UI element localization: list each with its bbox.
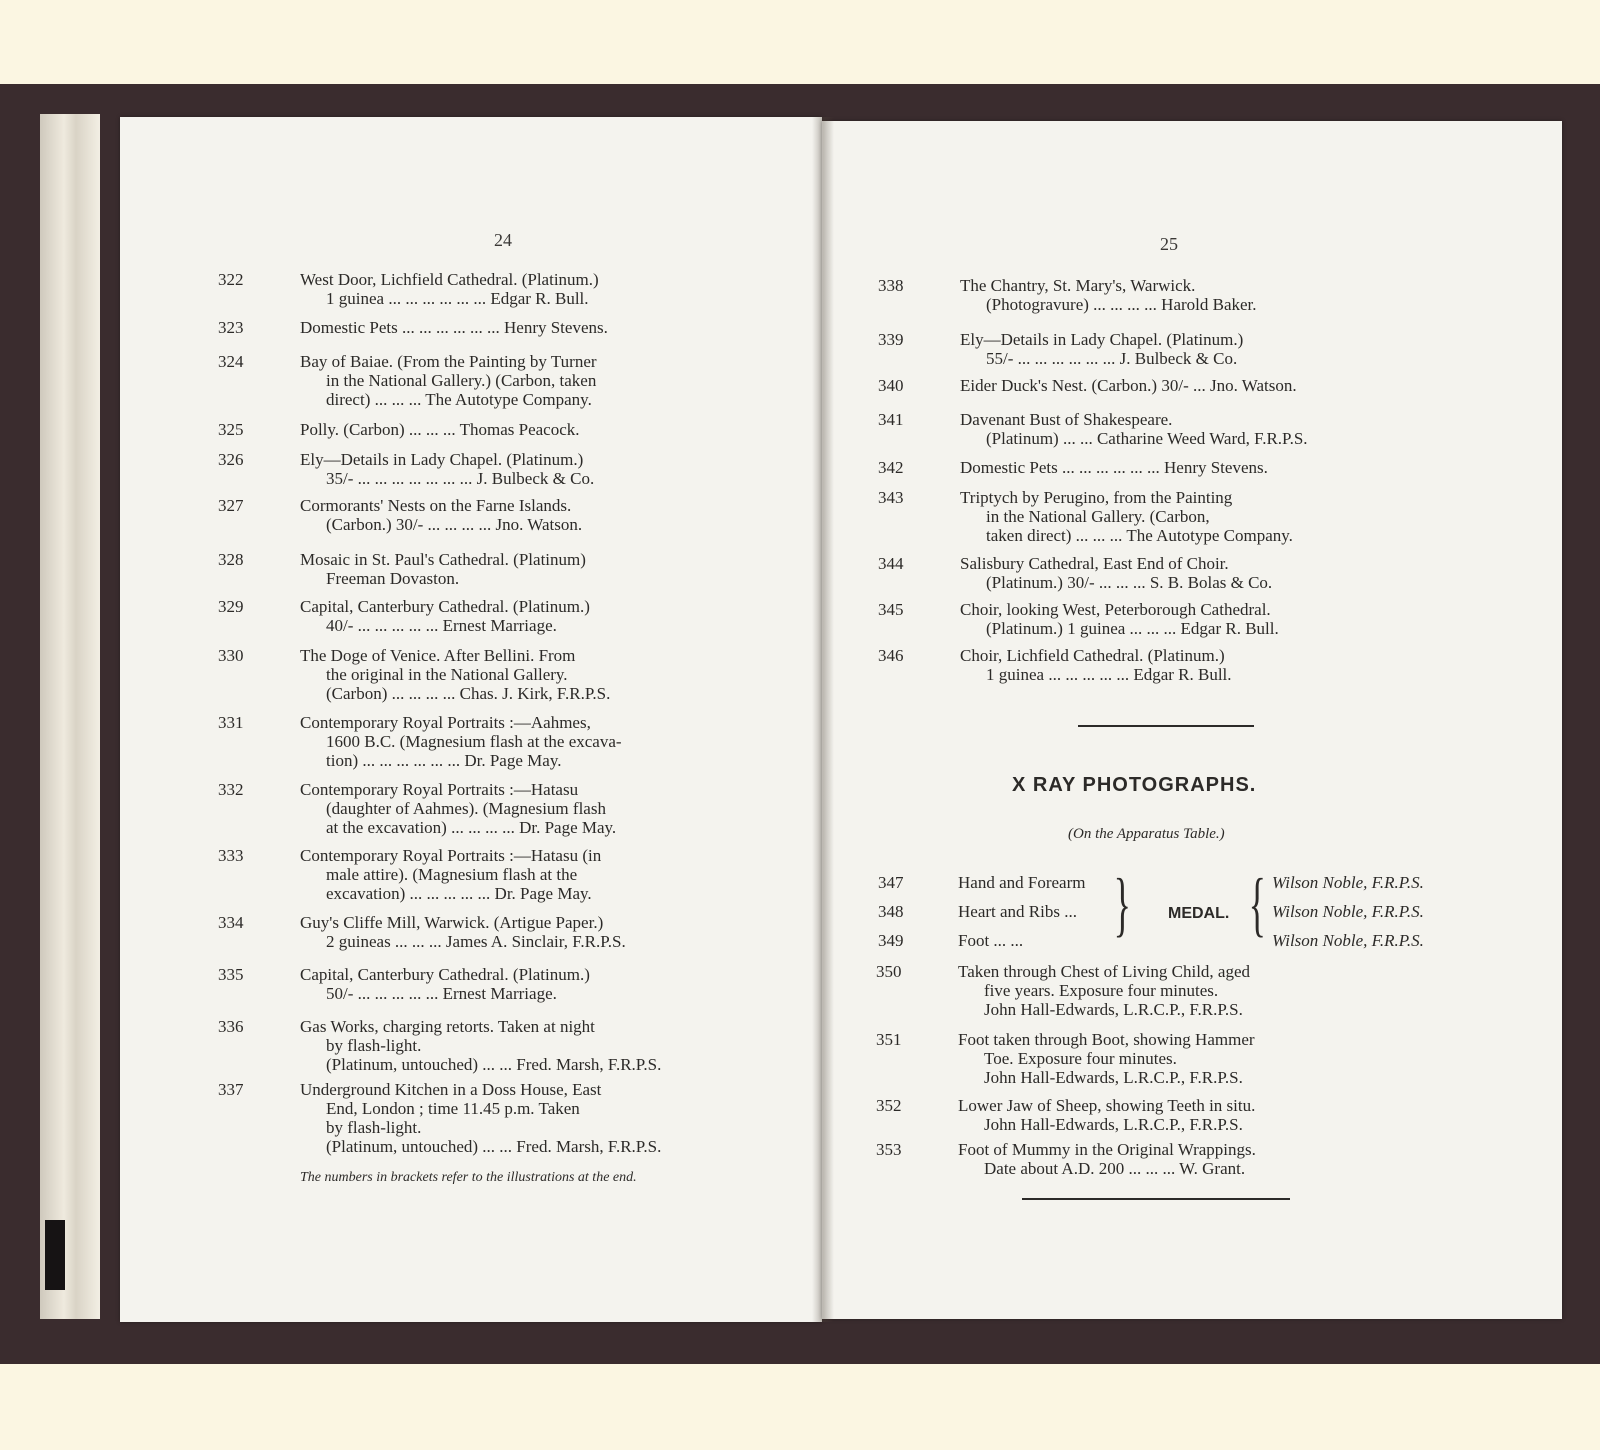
- entry-line: (Platinum.) 1 guinea ... ... ... Edgar R. Bull.: [986, 619, 1279, 638]
- entry-number: 343: [878, 488, 904, 507]
- entry-number: 328: [218, 550, 244, 569]
- footnote: The numbers in brackets refer to the illustrations at the end.: [300, 1170, 637, 1185]
- entry-number: 330: [218, 646, 244, 665]
- entry-line: (Platinum) ... ... Catharine Weed Ward, F.R.P.S.: [986, 429, 1308, 448]
- entry-number: 342: [878, 458, 904, 477]
- entry-number: 336: [218, 1017, 244, 1036]
- entry-number: 335: [218, 965, 244, 984]
- entry-number: 350: [876, 962, 902, 981]
- entry-number: 340: [878, 376, 904, 395]
- entry-number: 351: [876, 1030, 902, 1049]
- entry-number: 332: [218, 780, 244, 799]
- bottom-divider: [1022, 1198, 1290, 1200]
- entry-number: 337: [218, 1080, 244, 1099]
- entry-line: 50/- ... ... ... ... ... Ernest Marriage.: [326, 984, 557, 1003]
- entry-number: 348: [878, 902, 904, 921]
- entry-line: Gas Works, charging retorts. Taken at night: [300, 1017, 595, 1036]
- entry-number: 334: [218, 913, 244, 932]
- entry-line: 2 guineas ... ... ... James A. Sinclair, F.R.P.S.: [326, 932, 626, 951]
- entry-line: Freeman Dovaston.: [326, 569, 460, 588]
- entry-line: Choir, Lichfield Cathedral. (Platinum.): [960, 646, 1225, 665]
- entry-number: 341: [878, 410, 904, 429]
- entry-line: (Platinum, untouched) ... ... Fred. Marsh, F.R.P.S.: [326, 1137, 662, 1156]
- entry-line: direct) ... ... ... The Autotype Company.: [326, 390, 592, 409]
- entry-number: 349: [878, 931, 904, 950]
- left-page-number: 24: [494, 230, 512, 250]
- entry-line: Domestic Pets ... ... ... ... ... ... Henry Stevens.: [960, 458, 1268, 477]
- entry-line: West Door, Lichfield Cathedral. (Platinum.): [300, 270, 599, 289]
- entry-number: 329: [218, 597, 244, 616]
- entry-line: The Doge of Venice. After Bellini. From: [300, 646, 576, 665]
- entry-line: (daughter of Aahmes). (Magnesium flash: [326, 799, 606, 818]
- entry-number: 338: [878, 276, 904, 295]
- entry-line: 40/- ... ... ... ... ... Ernest Marriage.: [326, 616, 557, 635]
- entry-line: Capital, Canterbury Cathedral. (Platinum.): [300, 965, 590, 984]
- entry-line: Lower Jaw of Sheep, showing Teeth in situ.: [958, 1096, 1256, 1115]
- entry-line: Capital, Canterbury Cathedral. (Platinum.): [300, 597, 590, 616]
- entry-line: (Platinum.) 30/- ... ... ... S. B. Bolas & Co.: [986, 573, 1273, 592]
- entry-line: (Carbon.) 30/- ... ... ... ... Jno. Watson.: [326, 515, 583, 534]
- entry-line: male attire). (Magnesium flash at the: [326, 865, 578, 884]
- entry-line: tion) ... ... ... ... ... ... Dr. Page May.: [326, 751, 562, 770]
- entry-line: five years. Exposure four minutes.: [984, 981, 1219, 1000]
- entry-author: Wilson Noble, F.R.P.S.: [1272, 873, 1424, 892]
- entry-line: (Photogravure) ... ... ... ... Harold Baker.: [986, 295, 1257, 314]
- entry-line: excavation) ... ... ... ... ... Dr. Page May.: [326, 884, 592, 903]
- entry-number: 324: [218, 352, 244, 371]
- entry-title: Heart and Ribs ...: [958, 902, 1077, 921]
- entry-line: End, London ; time 11.45 p.m. Taken: [326, 1099, 580, 1118]
- entry-number: 344: [878, 554, 904, 573]
- medal-label: MEDAL.: [1168, 905, 1230, 922]
- entry-number: 346: [878, 646, 904, 665]
- entry-line: Taken through Chest of Living Child, aged: [958, 962, 1251, 981]
- entry-line: Guy's Cliffe Mill, Warwick. (Artigue Paper.): [300, 913, 604, 932]
- entry-author: Wilson Noble, F.R.P.S.: [1272, 902, 1424, 921]
- entry-line: Cormorants' Nests on the Farne Islands.: [300, 496, 572, 515]
- entry-line: in the National Gallery. (Carbon,: [986, 507, 1210, 526]
- entry-number: 325: [218, 420, 244, 439]
- entry-line: Ely—Details in Lady Chapel. (Platinum.): [300, 450, 584, 469]
- entry-author: Wilson Noble, F.R.P.S.: [1272, 931, 1424, 950]
- xray-subtitle: (On the Apparatus Table.): [1068, 826, 1225, 842]
- entry-line: by flash-light.: [326, 1118, 422, 1137]
- entry-number: 353: [876, 1140, 902, 1159]
- entry-line: 35/- ... ... ... ... ... ... ... J. Bulbeck & Co.: [326, 469, 595, 488]
- entry-line: Contemporary Royal Portraits :—Hatasu: [300, 780, 579, 799]
- entry-line: Davenant Bust of Shakespeare.: [960, 410, 1173, 429]
- entry-line: Contemporary Royal Portraits :—Aahmes,: [300, 713, 591, 732]
- entry-line: Salisbury Cathedral, East End of Choir.: [960, 554, 1229, 573]
- entry-line: Domestic Pets ... ... ... ... ... ... Henry Stevens.: [300, 318, 608, 337]
- section-divider: [1078, 725, 1254, 727]
- right-page-number: 25: [1160, 234, 1178, 254]
- entry-line: Date about A.D. 200 ... ... ... W. Grant.: [984, 1159, 1246, 1178]
- entry-line: (Carbon) ... ... ... ... Chas. J. Kirk, F.R.P.S.: [326, 684, 611, 703]
- entry-line: Contemporary Royal Portraits :—Hatasu (in: [300, 846, 602, 865]
- entry-line: by flash-light.: [326, 1036, 422, 1055]
- entry-number: 339: [878, 330, 904, 349]
- entry-title: Hand and Forearm: [958, 873, 1086, 892]
- entry-number: 331: [218, 713, 244, 732]
- entry-number: 327: [218, 496, 244, 515]
- book-gutter: [812, 117, 834, 1322]
- entry-number: 322: [218, 270, 244, 289]
- entry-line: 1600 B.C. (Magnesium flash at the excava-: [326, 732, 622, 751]
- entry-line: Ely—Details in Lady Chapel. (Platinum.): [960, 330, 1244, 349]
- entry-number: 333: [218, 846, 244, 865]
- entry-line: Foot taken through Boot, showing Hammer: [958, 1030, 1255, 1049]
- entry-line: Polly. (Carbon) ... ... ... Thomas Peacock.: [300, 420, 580, 439]
- entry-line: (Platinum, untouched) ... ... Fred. Marsh, F.R.P.S.: [326, 1055, 662, 1074]
- entry-title: Foot ... ...: [958, 931, 1024, 950]
- entry-line: Triptych by Perugino, from the Painting: [960, 488, 1233, 507]
- bookmark-tab: [45, 1220, 65, 1290]
- page-edges: [40, 114, 100, 1319]
- entry-line: in the National Gallery.) (Carbon, taken: [326, 371, 597, 390]
- entry-line: Mosaic in St. Paul's Cathedral. (Platinum): [300, 550, 586, 569]
- entry-line: Toe. Exposure four minutes.: [984, 1049, 1177, 1068]
- right-brace: {: [1248, 864, 1266, 944]
- entry-line: taken direct) ... ... ... The Autotype Company.: [986, 526, 1293, 545]
- entry-line: The Chantry, St. Mary's, Warwick.: [960, 276, 1196, 295]
- entry-line: 55/- ... ... ... ... ... ... J. Bulbeck & Co.: [986, 349, 1238, 368]
- entry-line: Foot of Mummy in the Original Wrappings.: [958, 1140, 1256, 1159]
- entry-line: Choir, looking West, Peterborough Cathedral.: [960, 600, 1271, 619]
- entry-line: Underground Kitchen in a Doss House, East: [300, 1080, 602, 1099]
- entry-line: Eider Duck's Nest. (Carbon.) 30/- ... Jno. Watson.: [960, 376, 1297, 395]
- entry-line: John Hall-Edwards, L.R.C.P., F.R.P.S.: [984, 1068, 1243, 1087]
- entry-line: at the excavation) ... ... ... ... Dr. Page May.: [326, 818, 617, 837]
- left-brace: }: [1113, 864, 1131, 944]
- entry-number: 326: [218, 450, 244, 469]
- entry-line: John Hall-Edwards, L.R.C.P., F.R.P.S.: [984, 1115, 1243, 1134]
- entry-line: 1 guinea ... ... ... ... ... Edgar R. Bull.: [986, 665, 1232, 684]
- entry-line: Bay of Baiae. (From the Painting by Turner: [300, 352, 597, 371]
- entry-number: 323: [218, 318, 244, 337]
- entry-line: 1 guinea ... ... ... ... ... ... Edgar R. Bull.: [326, 289, 589, 308]
- entry-line: John Hall-Edwards, L.R.C.P., F.R.P.S.: [984, 1000, 1243, 1019]
- entry-number: 345: [878, 600, 904, 619]
- xray-section-title: X RAY PHOTOGRAPHS.: [1012, 774, 1257, 796]
- entry-line: the original in the National Gallery.: [326, 665, 568, 684]
- entry-number: 347: [878, 873, 904, 892]
- entry-number: 352: [876, 1096, 902, 1115]
